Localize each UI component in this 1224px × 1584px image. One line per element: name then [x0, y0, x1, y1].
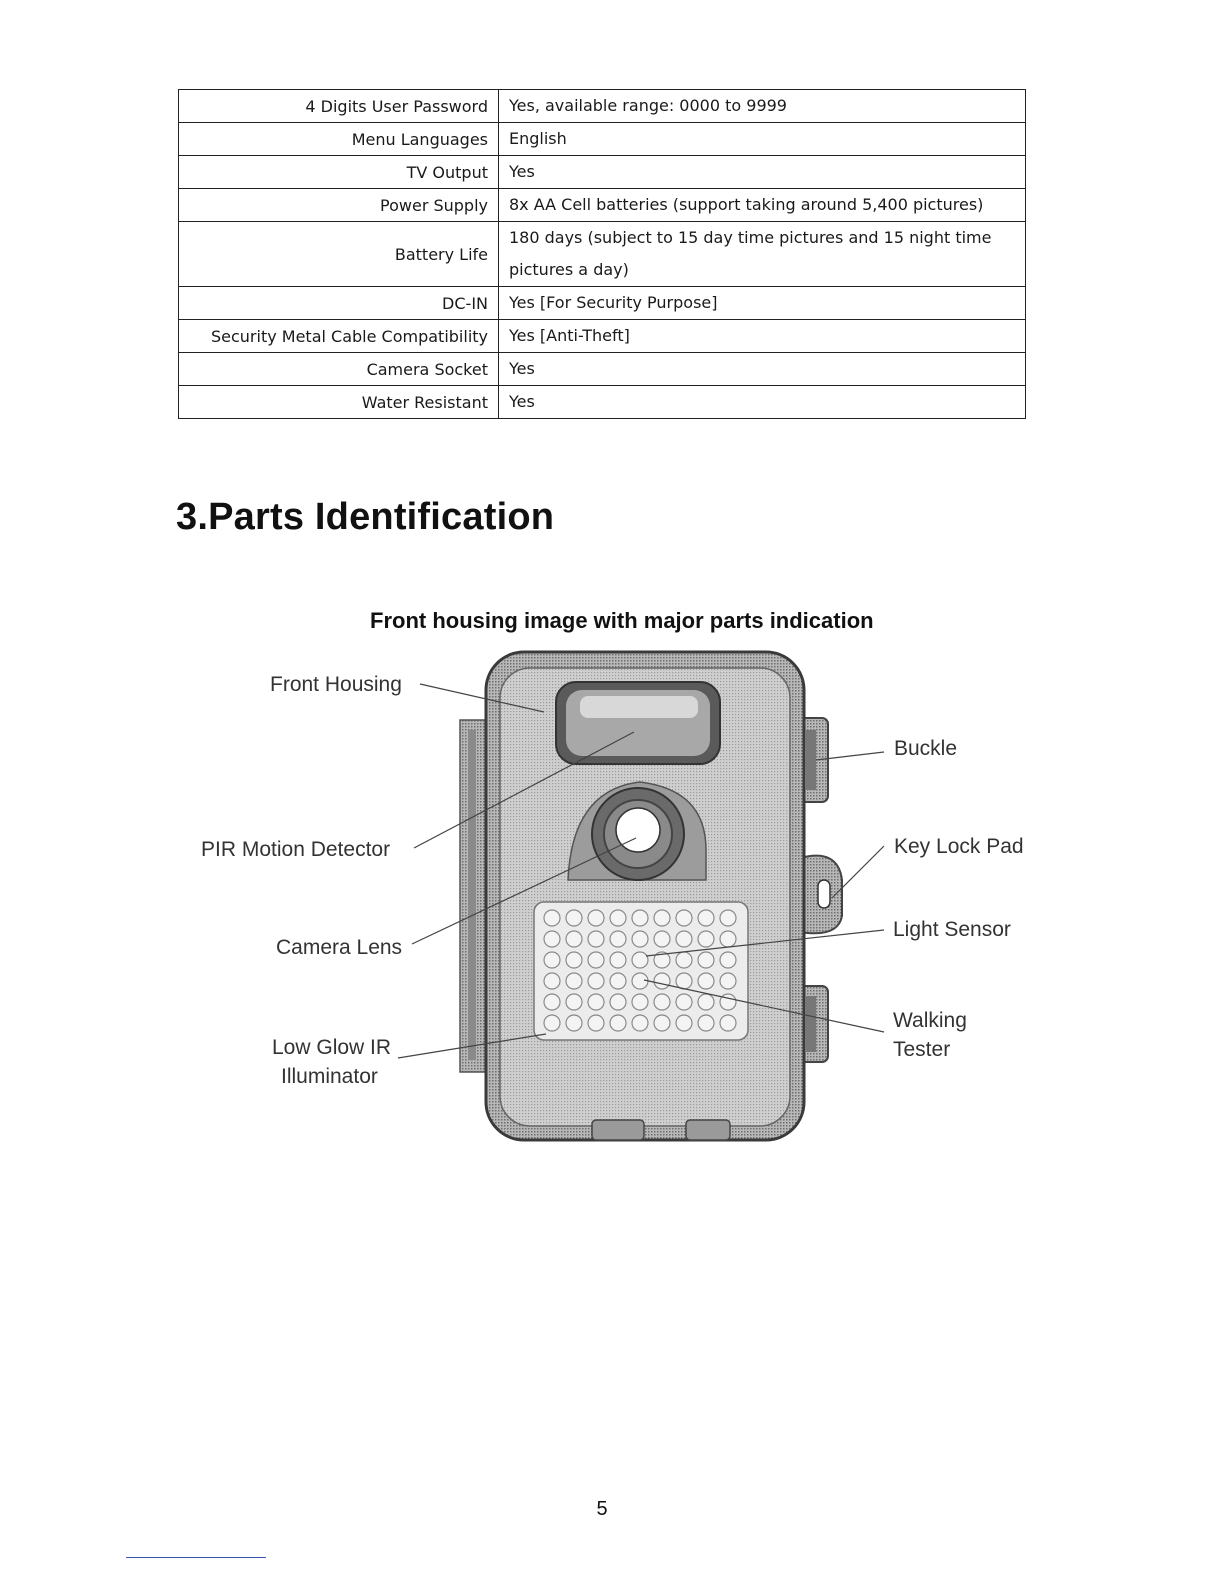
ir-led — [566, 994, 582, 1010]
spec-label: Power Supply — [179, 189, 499, 222]
ir-led — [720, 973, 736, 989]
ir-led — [698, 973, 714, 989]
callout-low-glow-ir: Low Glow IR — [272, 1036, 392, 1059]
ir-led — [544, 994, 560, 1010]
ir-led — [654, 910, 670, 926]
ir-led — [676, 931, 692, 947]
callout-walking: Walking — [893, 1009, 967, 1032]
ir-led — [698, 910, 714, 926]
ir-led — [698, 952, 714, 968]
ir-led — [676, 973, 692, 989]
ir-led — [654, 994, 670, 1010]
section-title: 3.Parts Identification — [176, 496, 555, 538]
callout-illuminator: Illuminator — [281, 1065, 378, 1088]
ir-led — [610, 910, 626, 926]
ir-led — [588, 1015, 604, 1031]
ir-led — [544, 931, 560, 947]
spec-value: Yes [For Security Purpose] — [499, 287, 1026, 320]
ir-led — [566, 1015, 582, 1031]
ir-led — [588, 973, 604, 989]
spec-value: 180 days (subject to 15 day time pictures and 15 night time pictures a day) — [499, 222, 1026, 287]
ir-led — [676, 1015, 692, 1031]
callout-front-housing: Front Housing — [270, 673, 402, 696]
spec-label: TV Output — [179, 156, 499, 189]
ir-led — [654, 973, 670, 989]
callout-light-sensor: Light Sensor — [893, 918, 1011, 941]
ir-led — [676, 910, 692, 926]
ir-led — [610, 994, 626, 1010]
ir-led — [544, 910, 560, 926]
ir-led — [698, 994, 714, 1010]
spec-value: English — [499, 123, 1026, 156]
callout-buckle: Buckle — [894, 737, 958, 760]
ir-led — [632, 910, 648, 926]
ir-led — [588, 931, 604, 947]
ir-led — [654, 931, 670, 947]
ir-led — [676, 994, 692, 1010]
ir-led — [544, 952, 560, 968]
ir-led — [566, 910, 582, 926]
ir-led — [566, 973, 582, 989]
ir-led — [632, 994, 648, 1010]
pir-motion-detector — [556, 682, 720, 764]
ir-led — [588, 952, 604, 968]
callout-camera-lens: Camera Lens — [276, 936, 403, 959]
spec-value: 8x AA Cell batteries (support taking around 5,400 pictures) — [499, 189, 1026, 222]
ir-led — [654, 1015, 670, 1031]
ir-illuminator-panel — [534, 902, 748, 1040]
ir-led — [566, 931, 582, 947]
ir-led — [676, 952, 692, 968]
spec-label: Camera Socket — [179, 353, 499, 386]
ir-led — [588, 994, 604, 1010]
ir-led — [544, 973, 560, 989]
ir-led — [632, 931, 648, 947]
ir-led — [720, 910, 736, 926]
ir-led — [698, 1015, 714, 1031]
ir-led — [632, 973, 648, 989]
spec-label: Security Metal Cable Compatibility — [179, 320, 499, 353]
ir-led — [544, 1015, 560, 1031]
ir-led — [610, 952, 626, 968]
spec-value: Yes — [499, 353, 1026, 386]
spec-label: 4 Digits User Password — [179, 90, 499, 123]
ir-led — [632, 1015, 648, 1031]
figure-caption: Front housing image with major parts indication — [370, 608, 874, 633]
spec-label: Water Resistant — [179, 386, 499, 419]
spec-value: Yes — [499, 386, 1026, 419]
ir-led — [720, 952, 736, 968]
ir-led — [610, 973, 626, 989]
spec-value: Yes, available range: 0000 to 9999 — [499, 90, 1026, 123]
ir-led — [632, 952, 648, 968]
callout-pir-motion-detector: PIR Motion Detector — [201, 838, 391, 861]
spec-value: Yes — [499, 156, 1026, 189]
ir-led — [720, 931, 736, 947]
ir-led — [610, 931, 626, 947]
ir-led — [720, 1015, 736, 1031]
ir-led — [588, 910, 604, 926]
footnote-rule — [126, 1557, 266, 1558]
callout-key-lock-pad: Key Lock Pad — [894, 835, 1024, 858]
spec-label: Menu Languages — [179, 123, 499, 156]
spec-label: DC-IN — [179, 287, 499, 320]
ir-led — [610, 1015, 626, 1031]
spec-value: Yes [Anti-Theft] — [499, 320, 1026, 353]
ir-led — [566, 952, 582, 968]
callout-tester: Tester — [893, 1038, 951, 1061]
spec-label: Battery Life — [179, 222, 499, 287]
page-number: 5 — [596, 1498, 608, 1520]
ir-led — [698, 931, 714, 947]
